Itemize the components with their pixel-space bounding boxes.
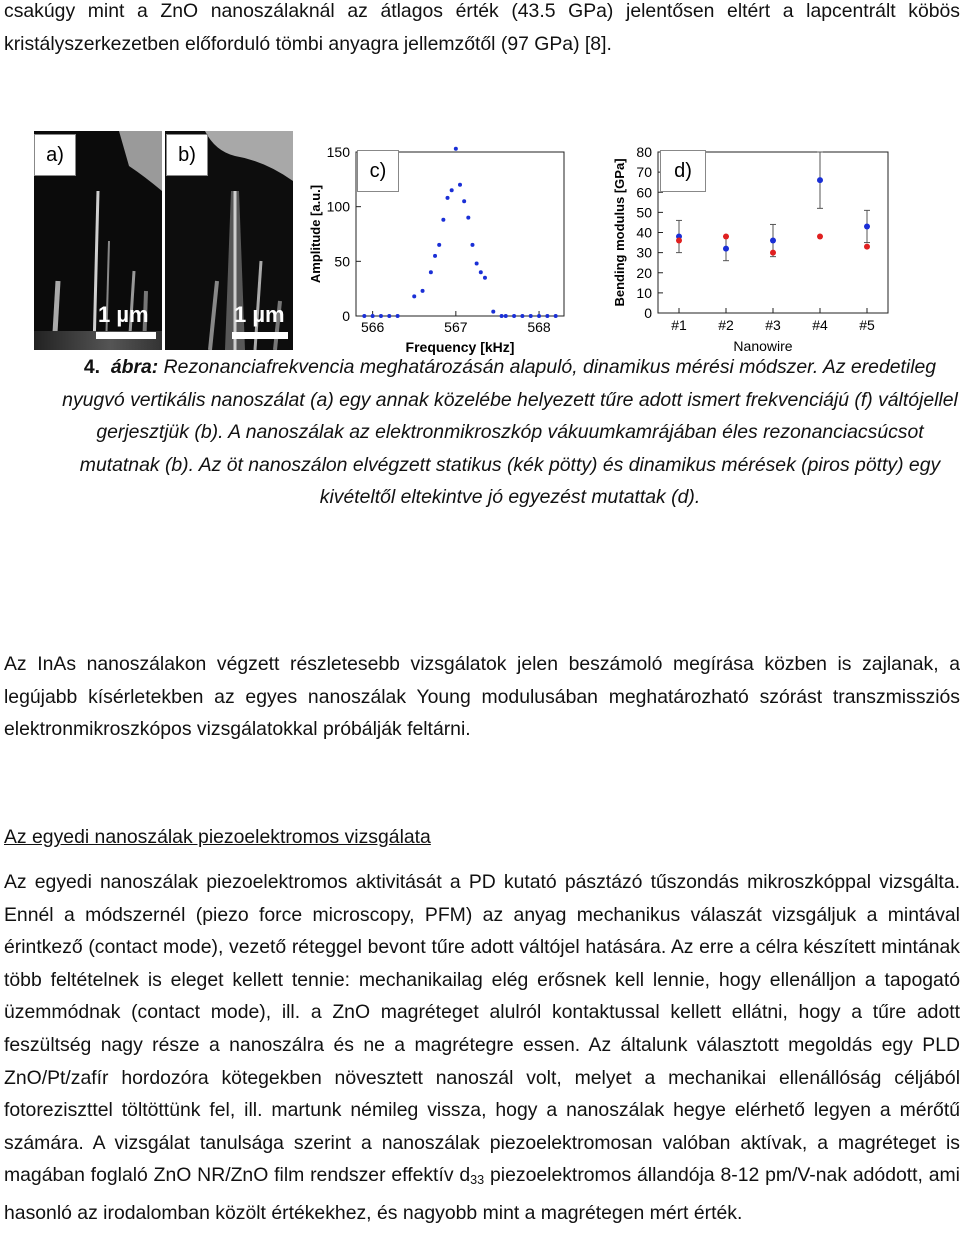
dynamic-point xyxy=(817,234,823,240)
dynamic-point xyxy=(864,244,870,250)
data-point xyxy=(387,314,391,318)
x-tick-label: #2 xyxy=(718,317,734,333)
data-point xyxy=(470,243,474,247)
data-point xyxy=(379,314,383,318)
data-point xyxy=(529,314,533,318)
paragraph-pfm-text-a: Az egyedi nanoszálak piezoelektromos aktivitását a PD kutató pásztázó tűszondás mikroszkóppal vizsgálta. Ennél a módszernél (piezo force microscopy, PFM) az anyag mechanikus válaszát vizsgáljuk a mintával érintkező (contact mode), vezető réteggel bevont tűre adott váltójel hatására. Az erre a célra készített mintának több feltételnek is eleget kellett tennie: mechanikailag elég erősnek kell lennie, hogy ellenálljon a tapogató üzemmódnak (contact mode), ill. a ZnO magréteget alulról kontaktussal kellett ellátni, hogy a tűre adott feszültség nagy része a nanoszálra és ne a magrétegre essen. Az általunk választott megoldás egy PLD ZnO/Pt/zafír hordozóra kötegekben növesztett nanoszál volt, melyet a mechanikai ellenállóság céljából fotoreziszttel töltöttünk fel, ill. martunk némileg vissza, hogy a nanoszálak hegye elérhető legyen a mérőtű számára. A vizsgálat tanulsága szerint a nanoszálak piezoelektromosan valóban aktívak, a magréteget is magában foglaló ZnO NR/ZnO film rendszer effektív d xyxy=(4,871,960,1187)
y-tick-label: 50 xyxy=(636,204,652,221)
scale-label-b: 1 µm xyxy=(234,302,285,327)
data-point xyxy=(500,314,504,318)
data-point xyxy=(458,183,462,187)
section-heading: Az egyedi nanoszálak piezoelektromos vizsgálata xyxy=(4,826,431,848)
y-axis-label: Amplitude [a.u.] xyxy=(308,184,323,284)
caption-text: Rezonanciafrekvencia meghatározásán alapuló, dinamikus mérési módszer. Az eredetileg nyugvó vertikális nanoszálat (a) egy annak közelébe helyezett tűre adott ismert frekvenciájú (f) váltójellel gerjesztjük (b). A nanoszálak az elektronmikroszkóp vákuumkamrájában éles rezonanciacsúcsot mutatnak (b). Az öt nanoszálon elvégzett statikus (kék pötty) és dinamikus mérések (piros pötty) egy kivételtől eltekintve jó egyezést mutattak (d). xyxy=(62,356,958,509)
static-point xyxy=(864,223,870,229)
data-point xyxy=(504,314,508,318)
x-tick-label: #3 xyxy=(765,317,781,333)
paragraph-pfm-text-b: piezoelektromos állandója 8-12 pm/V-nak adódott, ami hasonló az irodalomban közölt értékekhez, és nagyobb mint a magrétegen mért érték. xyxy=(4,1164,960,1224)
data-point xyxy=(429,270,433,274)
paragraph-pfm-subscript: 33 xyxy=(470,1173,485,1188)
y-tick-label: 150 xyxy=(326,144,350,160)
x-tick-label: #5 xyxy=(859,317,875,333)
scale-label-a: 1 µm xyxy=(98,302,149,327)
y-tick-label: 60 xyxy=(636,184,652,201)
data-point xyxy=(362,314,366,318)
y-tick-label: 30 xyxy=(636,244,652,261)
panel-label-c: c) xyxy=(357,150,399,192)
paragraph-pfm xyxy=(4,866,960,1230)
data-point xyxy=(450,188,454,192)
chart-resonance-amplitude xyxy=(300,128,576,358)
static-point xyxy=(723,246,729,252)
data-point xyxy=(462,199,466,203)
data-point xyxy=(554,314,558,318)
data-point xyxy=(537,314,541,318)
y-tick-label: 100 xyxy=(326,198,350,215)
y-tick-label: 50 xyxy=(334,253,350,270)
y-tick-label: 0 xyxy=(644,305,652,321)
data-point xyxy=(512,314,516,318)
x-axis-label: Nanowire xyxy=(733,338,793,354)
data-point xyxy=(437,243,441,247)
data-point xyxy=(446,196,450,200)
scale-bar-b xyxy=(232,332,288,339)
y-axis-label: Bending modulus [GPa] xyxy=(612,158,627,307)
data-point xyxy=(454,147,458,151)
x-tick-label: 568 xyxy=(527,319,551,335)
caption-label: ábra: xyxy=(110,356,159,378)
y-tick-label: 70 xyxy=(636,164,652,181)
data-point xyxy=(545,314,549,318)
static-point xyxy=(770,238,776,244)
intro-paragraph: csakúgy mint a ZnO nanoszálaknál az átlagos érték (43.5 GPa) jelentősen eltért a lapcentrált köbös kristályszerkezetben előforduló tömbi anyagra jellemzőtől (97 GPa) [8]. xyxy=(4,0,960,55)
dynamic-point xyxy=(676,238,682,244)
y-tick-label: 80 xyxy=(636,144,652,160)
data-point xyxy=(491,310,495,314)
x-tick-label: #4 xyxy=(812,317,828,333)
panel-label-d: d) xyxy=(660,150,706,192)
y-tick-label: 40 xyxy=(636,224,652,241)
data-point xyxy=(433,254,437,258)
caption-number: 4. xyxy=(83,356,101,378)
data-point xyxy=(371,314,375,318)
y-tick-label: 0 xyxy=(342,308,350,324)
x-tick-label: #1 xyxy=(671,317,687,333)
figure-caption xyxy=(60,351,960,514)
x-axis-label: Frequency [kHz] xyxy=(405,339,515,355)
data-point xyxy=(396,314,400,318)
data-point xyxy=(441,218,445,222)
panel-label-a: a) xyxy=(34,134,76,176)
paragraph-inas: Az InAs nanoszálakon végzett részletesebb vizsgálatok jelen beszámoló megírása közben is zajlanak, a legújabb kísérletekben az egyes nanoszálak Young modulusában meghatározható szórást transzmissziós elektronmikroszkópos vizsgálatokkal próbálják feltárni. xyxy=(4,653,960,741)
y-tick-label: 20 xyxy=(636,264,652,281)
x-tick-label: 566 xyxy=(360,319,385,335)
data-point xyxy=(483,276,487,280)
data-point xyxy=(520,314,524,318)
dynamic-point xyxy=(723,234,729,240)
static-point xyxy=(817,177,823,183)
x-tick-label: 567 xyxy=(444,319,468,335)
data-point xyxy=(412,294,416,298)
data-point xyxy=(421,289,425,293)
scale-bar-a xyxy=(96,332,156,339)
panel-label-b: b) xyxy=(166,134,208,176)
dynamic-point xyxy=(770,250,776,256)
data-point xyxy=(479,270,483,274)
data-point xyxy=(466,216,470,220)
y-tick-label: 10 xyxy=(636,284,652,301)
data-point xyxy=(475,262,479,266)
chart-bending-modulus xyxy=(606,128,926,360)
